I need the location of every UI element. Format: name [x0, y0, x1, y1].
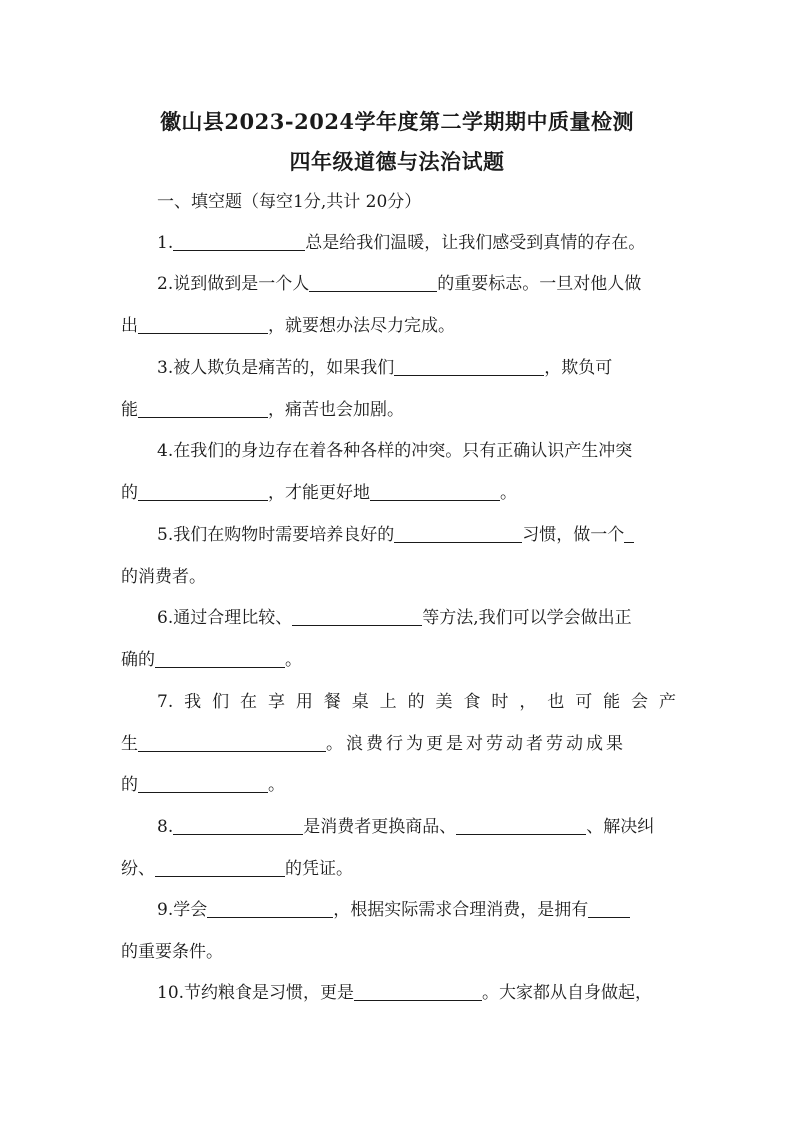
answer-blank[interactable]	[138, 482, 268, 501]
answer-blank[interactable]	[173, 232, 305, 251]
question-7-cont: 生 。浪费行为更是对劳动者劳动成果	[121, 734, 626, 754]
answer-blank[interactable]	[370, 482, 500, 501]
question-2: 2.说到做到是一个人 的重要标志。一旦对他人做	[157, 274, 642, 294]
question-10: 10.节约粮食是习惯，更是 。大家都从自身做起，	[157, 983, 653, 1003]
answer-blank[interactable]	[394, 524, 522, 543]
exam-subtitle: 四年级道德与法治试题	[289, 149, 505, 174]
question-5-cont: 的消费者。	[121, 567, 206, 587]
question-5: 5.我们在购物时需要培养良好的 习惯，做一个	[157, 523, 676, 547]
question-7: 7.我们在享用餐桌上的美食时，也可能会产	[157, 692, 676, 712]
question-9-cont: 的重要条件。	[121, 942, 223, 962]
question-3: 3.被人欺负是痛苦的，如果我们 ，欺负可	[157, 358, 613, 378]
exam-title: 徽山县2023-2024学年度第二学期期中质量检测	[159, 109, 635, 134]
question-9: 9.学会 ，根据实际需求合理消费，是拥有	[157, 898, 676, 922]
question-8: 8. 是消费者更换商品、 、解决纠	[157, 817, 655, 837]
question-6-cont: 确的 。	[121, 650, 302, 670]
question-7-cont2: 的 。	[121, 775, 285, 795]
answer-blank[interactable]	[138, 733, 326, 752]
question-3-cont: 能 ，痛苦也会加剧。	[121, 400, 404, 420]
question-8-cont: 纷、 的凭证。	[121, 859, 353, 879]
answer-blank[interactable]	[138, 399, 268, 418]
answer-blank[interactable]	[292, 607, 422, 626]
answer-blank[interactable]	[394, 357, 544, 376]
question-4: 4.在我们的身边存在着各种各样的冲突。只有正确认识产生冲突	[157, 441, 633, 461]
answer-blank[interactable]	[309, 273, 437, 292]
answer-blank[interactable]	[138, 315, 268, 334]
answer-blank[interactable]	[155, 649, 285, 668]
answer-blank[interactable]	[207, 899, 333, 918]
question-1: 1. 总是给我们温暖，让我们感受到真情的存在。	[157, 233, 646, 253]
answer-blank[interactable]	[138, 774, 268, 793]
answer-blank[interactable]	[155, 858, 285, 877]
question-2-cont: 出 ，就要想办法尽力完成。	[121, 316, 455, 336]
answer-blank[interactable]	[354, 982, 482, 1001]
question-6: 6.通过合理比较、 等方法,我们可以学会做出正	[157, 608, 632, 628]
section-heading: 一、填空题（每空1分,共计 20分）	[157, 192, 422, 212]
answer-blank[interactable]	[456, 816, 586, 835]
answer-blank[interactable]	[173, 816, 303, 835]
answer-blank[interactable]	[624, 524, 634, 543]
answer-blank[interactable]	[588, 899, 630, 918]
question-4-cont: 的 ，才能更好地 。	[121, 483, 517, 503]
